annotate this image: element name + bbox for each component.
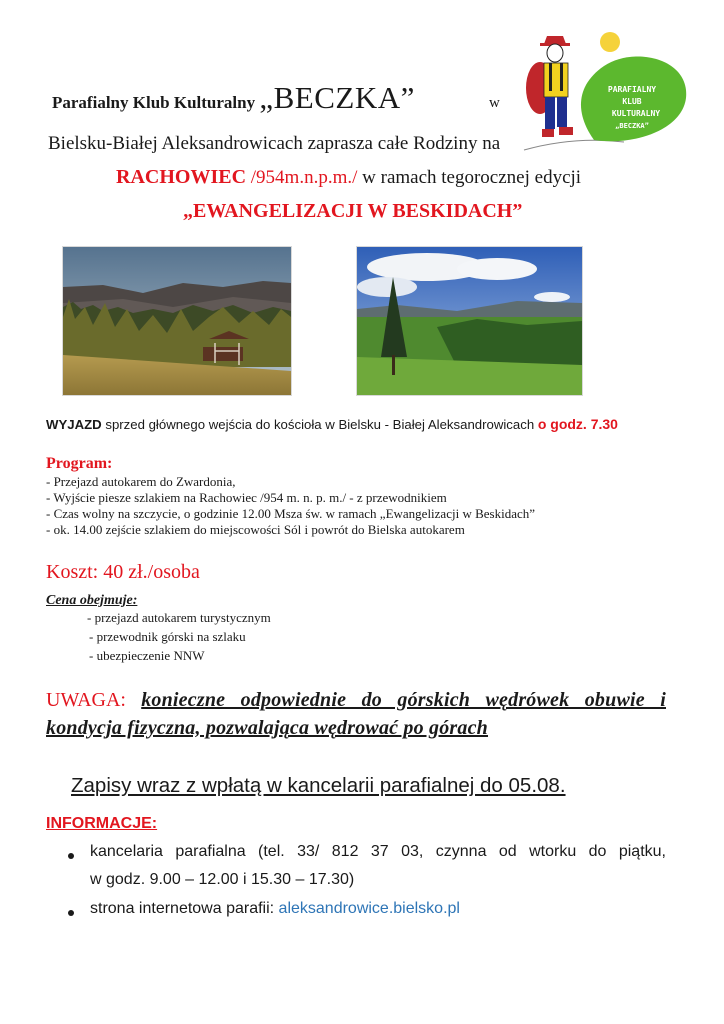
- departure-time: o godz. 7.30: [537, 416, 618, 432]
- office-info-line1: kancelaria parafialna (tel. 33/ 812 37 03, czynna od wtorku do piątku,: [90, 843, 666, 860]
- logo-text-2: KLUB: [622, 97, 642, 106]
- destination-name: RACHOWIEC: [116, 166, 247, 188]
- departure-info: [46, 416, 618, 432]
- program-item: - Wyjście piesze szlakiem na Rachowiec /954 m. n. p. m./ - z przewodnikiem: [46, 490, 447, 505]
- logo-text-3: KULTURALNY: [611, 109, 661, 118]
- price-includes-heading: Cena obejmuje:: [46, 593, 138, 608]
- departure-text: sprzed głównego wejścia do kościoła w Bielsku - Białej Aleksandrowicach: [101, 417, 538, 432]
- warning-notice: [46, 686, 666, 742]
- program-item: - Czas wolny na szczycie, o godzinie 12.00 Msza św. w ramach „Ewangelizacji w Beskidach”: [46, 506, 536, 521]
- destination-line: [116, 166, 581, 189]
- price-includes-item: - przejazd autokarem turystycznym: [87, 610, 271, 625]
- program-heading: Program:: [46, 455, 113, 472]
- cost-label: Koszt: 40 zł./osoba: [46, 561, 200, 583]
- website-link[interactable]: aleksandrowice.bielsko.pl: [278, 900, 460, 917]
- info-heading: INFORMACJE:: [46, 815, 158, 832]
- logo-text-4: „BECZKA”: [615, 122, 649, 130]
- destination-suffix: w ramach tegorocznej edycji: [362, 167, 582, 188]
- warning-label: UWAGA:: [46, 689, 142, 711]
- club-prefix: Parafialny Klub Kulturalny: [52, 93, 260, 112]
- logo-text-1: PARAFIALNY: [607, 85, 657, 94]
- club-intro-line: [52, 80, 415, 116]
- price-includes-item: - przewodnik górski na szlaku: [89, 629, 246, 644]
- website-label: strona internetowa parafii:: [90, 900, 279, 917]
- office-info-line2: w godz. 9.00 – 12.00 i 15.30 – 17.30): [90, 871, 355, 888]
- club-logo: [514, 28, 694, 158]
- departure-label: WYJAZD: [46, 417, 102, 432]
- bullet-icon: [68, 910, 74, 916]
- program-item: - ok. 14.00 zejście szlakiem do miejscowości Sól i powrót do Bielska autokarem: [46, 522, 465, 537]
- price-includes-item: - ubezpieczenie NNW: [89, 648, 205, 663]
- warning-text: konieczne odpowiednie do górskich wędrówek obuwie i kondycja fizyczna, pozwalająca wędrować po górach: [46, 689, 666, 739]
- event-title: „EWANGELIZACJI W BESKIDACH”: [183, 200, 523, 222]
- program-item: - Przejazd autokarem do Zwardonia,: [46, 474, 236, 489]
- photo-mountain-panorama: [62, 246, 292, 396]
- club-name: „BECZKA”: [259, 80, 415, 115]
- photo-meadow-spruce: [356, 246, 583, 396]
- invitation-line: Bielsku-Białej Aleksandrowicach zaprasza całe Rodziny na: [48, 133, 501, 154]
- club-location-preposition: w: [489, 95, 500, 111]
- destination-altitude: /954m.n.p.m./: [246, 167, 363, 188]
- website-info: [90, 900, 460, 918]
- sun-icon: [600, 32, 620, 52]
- bullet-icon: [68, 853, 74, 859]
- registration-notice: Zapisy wraz z wpłatą w kancelarii parafialnej do 05.08.: [71, 774, 566, 797]
